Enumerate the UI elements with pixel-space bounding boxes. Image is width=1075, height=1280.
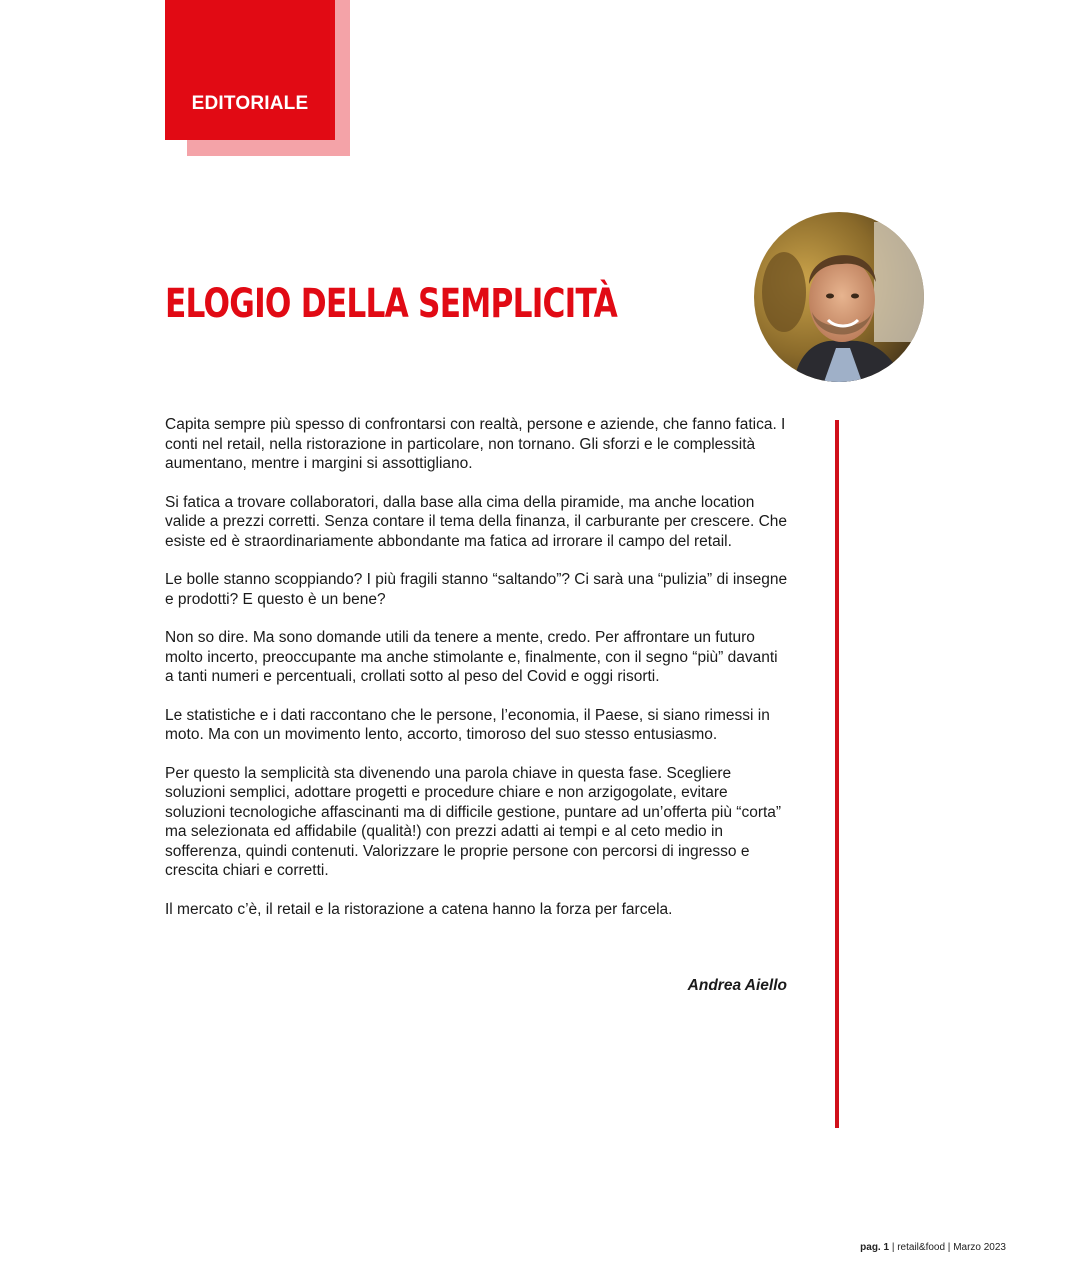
footer-separator: | [889, 1242, 898, 1253]
paragraph: Si fatica a trovare collaboratori, dalla base alla cima della piramide, ma anche location valide a prezzi corretti. Senza contare il tema della finanza, il carburante per crescere. Che esiste ed è straordinariamente abbondante ma fatica ad irrorare il campo del retail. [165, 493, 788, 550]
article-title: ELOGIO DELLA SEMPLICITÀ [165, 281, 617, 327]
decorative-vertical-rule [835, 420, 839, 1128]
publication-name: retail&food [897, 1242, 946, 1253]
paragraph: Per questo la semplicità sta divenendo una parola chiave in questa fase. Scegliere soluzioni semplici, adottare progetti e procedure chiare e non arzigogolate, evitare soluzioni tecnologiche affascinanti ma di difficile gestione, puntare ad un’offerta più “corta” ma selezionata ed affidabile (qualità!) con prezzi adatti ai tempi e al ceto medio in sofferenza, quindi contenuti. Valorizzare le proprie persone con percorsi di ingresso e crescita chiari e corretti. [165, 764, 782, 879]
paragraph: Il mercato c’è, il retail e la ristorazione a catena hanno la forza per farcela. [165, 900, 673, 918]
paragraph: Non so dire. Ma sono domande utili da tenere a mente, credo. Per affrontare un futuro molto incerto, preoccupante ma anche stimolante e, finalmente, con il segno “più” davanti a tanti numeri e percentuali, crollati sotto al peso del Covid e oggi risorti. [165, 629, 778, 685]
author-signature: Andrea Aiello [687, 977, 787, 994]
section-badge [165, 0, 335, 140]
page-footer [860, 1242, 1006, 1253]
article-body [165, 415, 790, 938]
issue-date: Marzo 2023 [953, 1242, 1006, 1253]
paragraph: Le statistiche e i dati raccontano che le persone, l’economia, il Paese, si siano rimessi in moto. Ma con un movimento lento, accorto, timoroso del suo stesso entusiasmo. [165, 706, 770, 743]
paragraph: Le bolle stanno scoppiando? I più fragili stanno “saltando”? Ci sarà una “pulizia” di insegne e prodotti? E questo è un bene? [165, 571, 788, 608]
section-label: EDITORIALE [191, 93, 309, 114]
portrait-photo-icon [754, 212, 924, 382]
author-photo [754, 212, 924, 382]
page-number: pag. 1 [860, 1242, 890, 1253]
footer-separator: | [945, 1242, 954, 1253]
paragraph: Capita sempre più spesso di confrontarsi con realtà, persone e aziende, che fanno fatica. I conti nel retail, nella ristorazione in particolare, non tornano. Gli sforzi e le complessità aumentano, mentre i margini si assottigliano. [165, 416, 786, 472]
